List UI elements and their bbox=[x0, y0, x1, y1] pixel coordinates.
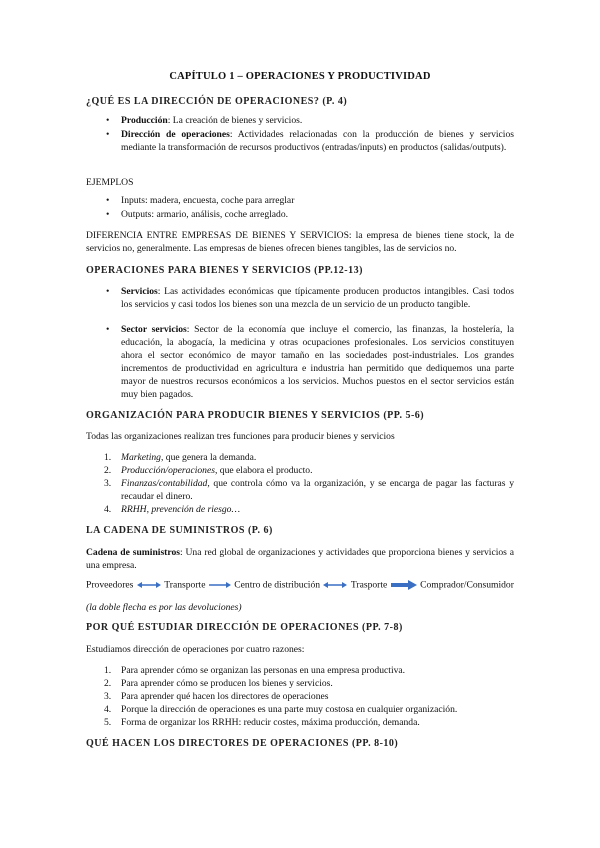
paragraph-diferencia-empresas: DIFERENCIA ENTRE EMPRESAS DE BIENES Y SERVICIOS: la empresa de bienes tiene stock, la de servicios no, generalmente. Las empresas de bienes ofrecen bienes tangibles, las de servicios no. bbox=[86, 230, 514, 254]
supply-chain-flow bbox=[86, 578, 514, 591]
list-item-finanzas: Finanzas/contabilidad, que controla cómo va la organización, y se encarga de pagar las facturas y recaudar el dinero. bbox=[121, 478, 514, 502]
chain-step-proveedores: Proveedores bbox=[86, 579, 134, 591]
list-item: Para aprender cómo se producen los bienes y servicios. bbox=[121, 678, 333, 689]
chain-step-comprador: Comprador/Consumidor bbox=[420, 579, 514, 591]
chain-step-transporte: Transporte bbox=[164, 579, 206, 591]
double-arrow-icon bbox=[137, 581, 161, 589]
list-number: 2. bbox=[104, 678, 112, 689]
bullet-direccion-operaciones: Dirección de operaciones: Actividades relacionadas con la producción de bienes y servicios mediante la transformación de recursos productivos (entradas/inputs) en productos (salidas/outputs). bbox=[121, 129, 514, 153]
bullet-icon: • bbox=[106, 209, 110, 220]
bullet-sector-servicios: Sector servicios: Sector de la economía que incluye el comercio, las finanzas, la hostelería, la educación, la abogacía, la medicina y otras ocupaciones profesionales. Los servicios constituyen ahora el sector económico de mayor tamaño en las sociedades post-industriales. Los grandes incrementos de productividad en agricultura e industria han permitido que dediquemos una parte mayor de nuestros recursos económicos a los servicios. Muchos puestos en el sector servicios están muy bien pagados. bbox=[121, 324, 514, 400]
paragraph-tres-funciones: Todas las organizaciones realizan tres funciones para producir bienes y servicios bbox=[86, 431, 395, 442]
bullet-produccion: Producción: La creación de bienes y servicios. bbox=[121, 115, 303, 126]
list-number: 5. bbox=[104, 717, 112, 728]
chain-note: (la doble flecha es por las devoluciones) bbox=[86, 602, 242, 613]
list-item: Para aprender cómo se organizan las personas en una empresa productiva. bbox=[121, 665, 406, 676]
list-number: 3. bbox=[104, 691, 112, 702]
list-item-marketing: Marketing, que genera la demanda. bbox=[121, 452, 257, 463]
arrow-right-thick-icon bbox=[391, 580, 417, 590]
bullet-icon: • bbox=[106, 324, 110, 335]
chapter-title: CAPÍTULO 1 – OPERACIONES Y PRODUCTIVIDAD bbox=[169, 71, 431, 82]
list-number: 1. bbox=[104, 452, 112, 463]
heading-organizacion: ORGANIZACIÓN PARA PRODUCIR BIENES Y SERVICIOS (PP. 5-6) bbox=[86, 410, 425, 421]
paragraph-cadena-definicion: Cadena de suministros: Una red global de organizaciones y actividades que proporciona bienes y servicios a una empresa. bbox=[86, 547, 514, 571]
bullet-inputs: Inputs: madera, encuesta, coche para arreglar bbox=[121, 195, 295, 206]
list-item: Para aprender qué hacen los directores de operaciones bbox=[121, 691, 329, 702]
list-number: 1. bbox=[104, 665, 112, 676]
list-number: 3. bbox=[104, 478, 112, 489]
chain-step-trasporte: Trasporte bbox=[350, 579, 388, 591]
list-number: 4. bbox=[104, 704, 112, 715]
heading-por-que-estudiar: POR QUÉ ESTUDIAR DIRECCIÓN DE OPERACIONES (PP. 7-8) bbox=[86, 622, 403, 633]
bullet-icon: • bbox=[106, 129, 110, 140]
heading-operaciones-bienes-servicios: OPERACIONES PARA BIENES Y SERVICIOS (PP.12-13) bbox=[86, 265, 363, 276]
arrow-right-icon bbox=[209, 581, 231, 589]
heading-que-es-direccion: ¿QUÉ ES LA DIRECCIÓN DE OPERACIONES? (P. 4) bbox=[86, 96, 348, 107]
paragraph-cuatro-razones: Estudiamos dirección de operaciones por cuatro razones: bbox=[86, 644, 305, 655]
list-item: Forma de organizar los RRHH: reducir costes, máxima producción, demanda. bbox=[121, 717, 420, 728]
bullet-outputs: Outputs: armario, análisis, coche arreglado. bbox=[121, 209, 289, 220]
heading-que-hacen-directores: QUÉ HACEN LOS DIRECTORES DE OPERACIONES (PP. 8-10) bbox=[86, 738, 399, 749]
heading-ejemplos: EJEMPLOS bbox=[86, 177, 134, 188]
double-arrow-icon bbox=[323, 581, 347, 589]
list-item: Porque la dirección de operaciones es una parte muy costosa en cualquier organización. bbox=[121, 704, 458, 715]
list-item-produccion: Producción/operaciones, que elabora el producto. bbox=[121, 465, 313, 476]
bullet-icon: • bbox=[106, 195, 110, 206]
chain-step-centro-distribucion: Centro de distribución bbox=[234, 579, 321, 591]
heading-cadena-suministros: LA CADENA DE SUMINISTROS (P. 6) bbox=[86, 525, 273, 536]
bullet-icon: • bbox=[106, 115, 110, 126]
list-number: 4. bbox=[104, 504, 112, 515]
list-number: 2. bbox=[104, 465, 112, 476]
bullet-icon: • bbox=[106, 286, 110, 297]
bullet-servicios: Servicios: Las actividades económicas que típicamente producen productos intangibles. Casi todos los servicios y casi todos los bienes son una mezcla de un servicio de un producto tangible. bbox=[121, 286, 514, 310]
list-item-rrhh: RRHH, prevención de riesgo… bbox=[121, 504, 241, 515]
